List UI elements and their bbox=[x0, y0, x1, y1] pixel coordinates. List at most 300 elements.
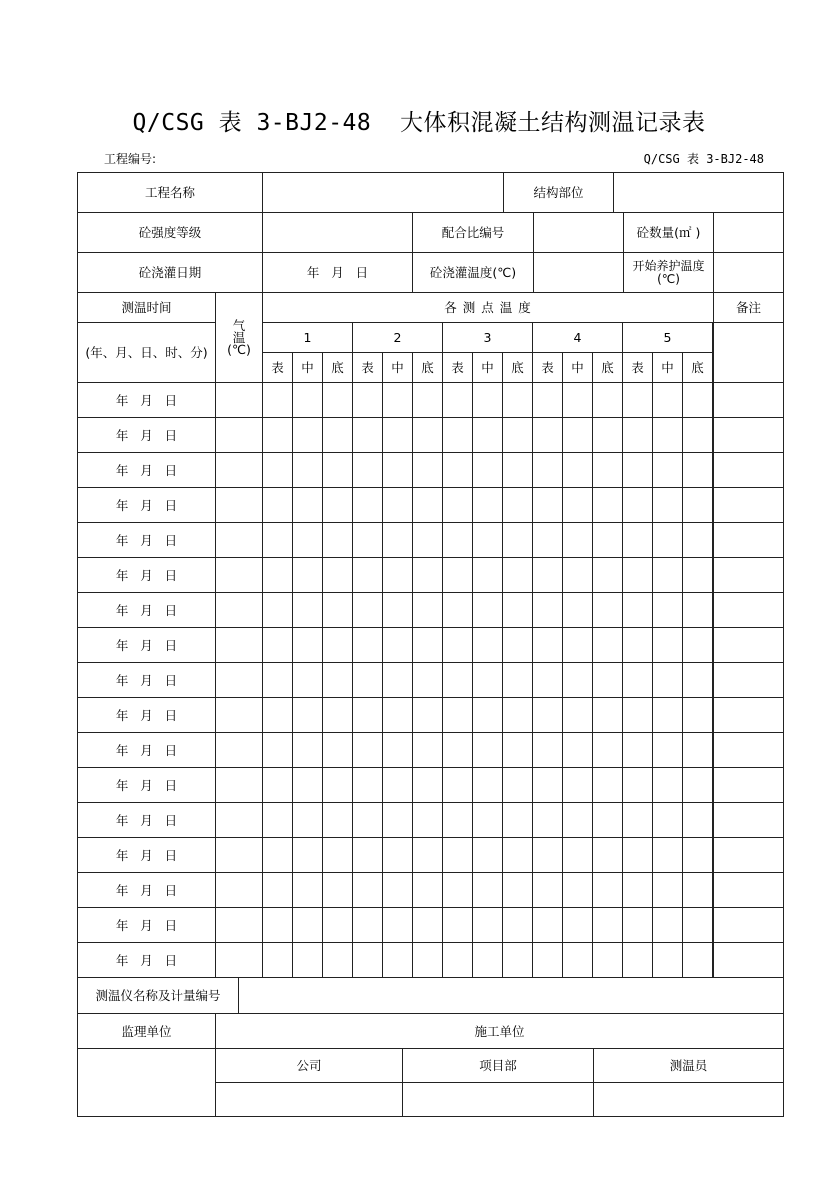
row-temp-cell[interactable] bbox=[442, 837, 473, 873]
row-temp-cell[interactable] bbox=[412, 627, 443, 663]
row-temp-cell[interactable] bbox=[562, 837, 593, 873]
row-temp-cell[interactable] bbox=[292, 872, 323, 908]
row-temp-cell[interactable] bbox=[562, 627, 593, 663]
row-date[interactable]: 年 月 日 bbox=[77, 697, 216, 733]
row-temp-cell[interactable] bbox=[682, 627, 713, 663]
row-temp-cell[interactable] bbox=[472, 487, 503, 523]
row-temp-cell[interactable] bbox=[262, 907, 293, 943]
quantity-field[interactable] bbox=[713, 212, 784, 253]
row-temp-cell[interactable] bbox=[592, 627, 623, 663]
row-temp-cell[interactable] bbox=[652, 382, 683, 418]
row-temp-cell[interactable] bbox=[352, 872, 383, 908]
row-temp-cell[interactable] bbox=[352, 417, 383, 453]
row-temp-cell[interactable] bbox=[622, 522, 653, 558]
row-remarks[interactable] bbox=[713, 767, 784, 803]
row-remarks[interactable] bbox=[713, 872, 784, 908]
row-temp-cell[interactable] bbox=[442, 557, 473, 593]
row-temp-cell[interactable] bbox=[292, 837, 323, 873]
row-temp-cell[interactable] bbox=[622, 487, 653, 523]
row-temp-cell[interactable] bbox=[382, 767, 413, 803]
row-temp-cell[interactable] bbox=[472, 697, 503, 733]
row-temp-cell[interactable] bbox=[562, 662, 593, 698]
row-temp-cell[interactable] bbox=[652, 417, 683, 453]
row-temp-cell[interactable] bbox=[352, 942, 383, 978]
row-air-temp[interactable] bbox=[215, 557, 263, 593]
row-temp-cell[interactable] bbox=[592, 417, 623, 453]
row-date[interactable]: 年 月 日 bbox=[77, 592, 216, 628]
row-temp-cell[interactable] bbox=[442, 522, 473, 558]
row-temp-cell[interactable] bbox=[412, 557, 443, 593]
row-temp-cell[interactable] bbox=[472, 557, 503, 593]
row-temp-cell[interactable] bbox=[652, 872, 683, 908]
row-temp-cell[interactable] bbox=[442, 697, 473, 733]
row-temp-cell[interactable] bbox=[352, 767, 383, 803]
row-temp-cell[interactable] bbox=[472, 592, 503, 628]
row-temp-cell[interactable] bbox=[562, 907, 593, 943]
row-temp-cell[interactable] bbox=[472, 837, 503, 873]
row-temp-cell[interactable] bbox=[382, 732, 413, 768]
row-air-temp[interactable] bbox=[215, 627, 263, 663]
mix-no-field[interactable] bbox=[533, 212, 624, 253]
row-temp-cell[interactable] bbox=[412, 802, 443, 838]
row-temp-cell[interactable] bbox=[262, 837, 293, 873]
row-date[interactable]: 年 月 日 bbox=[77, 382, 216, 418]
row-temp-cell[interactable] bbox=[292, 942, 323, 978]
row-temp-cell[interactable] bbox=[442, 732, 473, 768]
row-temp-cell[interactable] bbox=[352, 697, 383, 733]
row-temp-cell[interactable] bbox=[322, 767, 353, 803]
row-temp-cell[interactable] bbox=[292, 382, 323, 418]
row-temp-cell[interactable] bbox=[502, 417, 533, 453]
row-temp-cell[interactable] bbox=[622, 592, 653, 628]
pour-date-field[interactable]: 年 月 日 bbox=[262, 252, 413, 293]
row-temp-cell[interactable] bbox=[382, 697, 413, 733]
row-temp-cell[interactable] bbox=[472, 382, 503, 418]
row-remarks[interactable] bbox=[713, 487, 784, 523]
row-temp-cell[interactable] bbox=[682, 732, 713, 768]
supervisor-sign-field[interactable] bbox=[77, 1048, 216, 1117]
row-temp-cell[interactable] bbox=[442, 907, 473, 943]
row-temp-cell[interactable] bbox=[292, 417, 323, 453]
row-temp-cell[interactable] bbox=[622, 872, 653, 908]
row-temp-cell[interactable] bbox=[622, 452, 653, 488]
row-air-temp[interactable] bbox=[215, 907, 263, 943]
row-temp-cell[interactable] bbox=[682, 487, 713, 523]
row-temp-cell[interactable] bbox=[352, 802, 383, 838]
row-temp-cell[interactable] bbox=[292, 627, 323, 663]
row-temp-cell[interactable] bbox=[352, 662, 383, 698]
project-name-field[interactable] bbox=[262, 172, 504, 213]
row-remarks[interactable] bbox=[713, 382, 784, 418]
row-temp-cell[interactable] bbox=[532, 697, 563, 733]
row-temp-cell[interactable] bbox=[322, 557, 353, 593]
row-temp-cell[interactable] bbox=[652, 557, 683, 593]
row-temp-cell[interactable] bbox=[292, 557, 323, 593]
row-remarks[interactable] bbox=[713, 697, 784, 733]
row-temp-cell[interactable] bbox=[532, 382, 563, 418]
row-temp-cell[interactable] bbox=[592, 872, 623, 908]
row-temp-cell[interactable] bbox=[622, 382, 653, 418]
row-temp-cell[interactable] bbox=[502, 907, 533, 943]
row-temp-cell[interactable] bbox=[382, 942, 413, 978]
row-temp-cell[interactable] bbox=[412, 522, 443, 558]
row-temp-cell[interactable] bbox=[442, 872, 473, 908]
row-temp-cell[interactable] bbox=[592, 837, 623, 873]
row-date[interactable]: 年 月 日 bbox=[77, 942, 216, 978]
row-temp-cell[interactable] bbox=[262, 662, 293, 698]
row-temp-cell[interactable] bbox=[382, 662, 413, 698]
row-air-temp[interactable] bbox=[215, 382, 263, 418]
row-temp-cell[interactable] bbox=[502, 837, 533, 873]
row-temp-cell[interactable] bbox=[532, 837, 563, 873]
row-temp-cell[interactable] bbox=[262, 697, 293, 733]
row-temp-cell[interactable] bbox=[652, 697, 683, 733]
row-air-temp[interactable] bbox=[215, 417, 263, 453]
row-temp-cell[interactable] bbox=[502, 802, 533, 838]
row-temp-cell[interactable] bbox=[412, 907, 443, 943]
row-date[interactable]: 年 月 日 bbox=[77, 417, 216, 453]
row-temp-cell[interactable] bbox=[562, 522, 593, 558]
row-temp-cell[interactable] bbox=[622, 767, 653, 803]
row-temp-cell[interactable] bbox=[562, 382, 593, 418]
row-temp-cell[interactable] bbox=[652, 452, 683, 488]
row-temp-cell[interactable] bbox=[262, 557, 293, 593]
row-remarks[interactable] bbox=[713, 592, 784, 628]
row-temp-cell[interactable] bbox=[262, 942, 293, 978]
row-temp-cell[interactable] bbox=[292, 732, 323, 768]
row-temp-cell[interactable] bbox=[682, 837, 713, 873]
row-temp-cell[interactable] bbox=[472, 417, 503, 453]
row-temp-cell[interactable] bbox=[412, 382, 443, 418]
row-temp-cell[interactable] bbox=[382, 452, 413, 488]
row-temp-cell[interactable] bbox=[382, 592, 413, 628]
row-remarks[interactable] bbox=[713, 732, 784, 768]
row-temp-cell[interactable] bbox=[682, 872, 713, 908]
row-temp-cell[interactable] bbox=[292, 452, 323, 488]
row-temp-cell[interactable] bbox=[562, 452, 593, 488]
row-remarks[interactable] bbox=[713, 907, 784, 943]
row-temp-cell[interactable] bbox=[322, 802, 353, 838]
row-temp-cell[interactable] bbox=[322, 907, 353, 943]
row-temp-cell[interactable] bbox=[382, 907, 413, 943]
row-temp-cell[interactable] bbox=[262, 872, 293, 908]
row-temp-cell[interactable] bbox=[412, 697, 443, 733]
row-temp-cell[interactable] bbox=[592, 487, 623, 523]
row-temp-cell[interactable] bbox=[592, 452, 623, 488]
row-temp-cell[interactable] bbox=[322, 627, 353, 663]
row-temp-cell[interactable] bbox=[262, 732, 293, 768]
row-date[interactable]: 年 月 日 bbox=[77, 452, 216, 488]
row-air-temp[interactable] bbox=[215, 942, 263, 978]
row-temp-cell[interactable] bbox=[472, 767, 503, 803]
row-temp-cell[interactable] bbox=[472, 907, 503, 943]
row-temp-cell[interactable] bbox=[532, 767, 563, 803]
row-temp-cell[interactable] bbox=[412, 942, 443, 978]
row-temp-cell[interactable] bbox=[442, 382, 473, 418]
row-date[interactable]: 年 月 日 bbox=[77, 837, 216, 873]
row-temp-cell[interactable] bbox=[472, 627, 503, 663]
row-temp-cell[interactable] bbox=[562, 417, 593, 453]
row-temp-cell[interactable] bbox=[502, 732, 533, 768]
row-temp-cell[interactable] bbox=[412, 767, 443, 803]
row-temp-cell[interactable] bbox=[322, 662, 353, 698]
row-air-temp[interactable] bbox=[215, 767, 263, 803]
row-temp-cell[interactable] bbox=[682, 382, 713, 418]
row-temp-cell[interactable] bbox=[262, 417, 293, 453]
row-remarks[interactable] bbox=[713, 417, 784, 453]
row-temp-cell[interactable] bbox=[532, 522, 563, 558]
row-temp-cell[interactable] bbox=[352, 382, 383, 418]
row-temp-cell[interactable] bbox=[472, 942, 503, 978]
row-temp-cell[interactable] bbox=[622, 557, 653, 593]
row-temp-cell[interactable] bbox=[592, 592, 623, 628]
row-temp-cell[interactable] bbox=[682, 417, 713, 453]
row-temp-cell[interactable] bbox=[472, 802, 503, 838]
row-temp-cell[interactable] bbox=[442, 487, 473, 523]
row-temp-cell[interactable] bbox=[292, 697, 323, 733]
row-temp-cell[interactable] bbox=[382, 872, 413, 908]
row-temp-cell[interactable] bbox=[622, 662, 653, 698]
row-temp-cell[interactable] bbox=[322, 942, 353, 978]
row-temp-cell[interactable] bbox=[532, 417, 563, 453]
row-temp-cell[interactable] bbox=[352, 452, 383, 488]
row-temp-cell[interactable] bbox=[532, 732, 563, 768]
row-temp-cell[interactable] bbox=[532, 872, 563, 908]
row-temp-cell[interactable] bbox=[652, 767, 683, 803]
row-temp-cell[interactable] bbox=[652, 942, 683, 978]
row-temp-cell[interactable] bbox=[382, 802, 413, 838]
row-remarks[interactable] bbox=[713, 837, 784, 873]
row-temp-cell[interactable] bbox=[442, 417, 473, 453]
row-temp-cell[interactable] bbox=[322, 452, 353, 488]
row-temp-cell[interactable] bbox=[652, 662, 683, 698]
row-temp-cell[interactable] bbox=[382, 627, 413, 663]
row-date[interactable]: 年 月 日 bbox=[77, 662, 216, 698]
row-temp-cell[interactable] bbox=[292, 522, 323, 558]
row-temp-cell[interactable] bbox=[442, 627, 473, 663]
row-temp-cell[interactable] bbox=[502, 662, 533, 698]
row-date[interactable]: 年 月 日 bbox=[77, 627, 216, 663]
row-temp-cell[interactable] bbox=[592, 907, 623, 943]
row-air-temp[interactable] bbox=[215, 732, 263, 768]
row-temp-cell[interactable] bbox=[592, 522, 623, 558]
row-remarks[interactable] bbox=[713, 802, 784, 838]
row-remarks[interactable] bbox=[713, 627, 784, 663]
row-temp-cell[interactable] bbox=[622, 837, 653, 873]
row-temp-cell[interactable] bbox=[382, 557, 413, 593]
row-air-temp[interactable] bbox=[215, 697, 263, 733]
row-date[interactable]: 年 月 日 bbox=[77, 767, 216, 803]
row-temp-cell[interactable] bbox=[622, 417, 653, 453]
row-temp-cell[interactable] bbox=[562, 872, 593, 908]
row-temp-cell[interactable] bbox=[682, 907, 713, 943]
row-temp-cell[interactable] bbox=[652, 487, 683, 523]
row-temp-cell[interactable] bbox=[502, 872, 533, 908]
row-date[interactable]: 年 月 日 bbox=[77, 872, 216, 908]
row-temp-cell[interactable] bbox=[502, 627, 533, 663]
row-temp-cell[interactable] bbox=[652, 907, 683, 943]
row-temp-cell[interactable] bbox=[622, 627, 653, 663]
row-temp-cell[interactable] bbox=[562, 557, 593, 593]
row-air-temp[interactable] bbox=[215, 837, 263, 873]
row-air-temp[interactable] bbox=[215, 487, 263, 523]
row-temp-cell[interactable] bbox=[352, 907, 383, 943]
row-temp-cell[interactable] bbox=[652, 627, 683, 663]
row-temp-cell[interactable] bbox=[502, 697, 533, 733]
row-temp-cell[interactable] bbox=[442, 592, 473, 628]
row-date[interactable]: 年 月 日 bbox=[77, 802, 216, 838]
row-temp-cell[interactable] bbox=[472, 872, 503, 908]
row-temp-cell[interactable] bbox=[412, 732, 443, 768]
row-temp-cell[interactable] bbox=[502, 487, 533, 523]
row-temp-cell[interactable] bbox=[682, 697, 713, 733]
row-temp-cell[interactable] bbox=[532, 452, 563, 488]
row-temp-cell[interactable] bbox=[352, 557, 383, 593]
row-temp-cell[interactable] bbox=[262, 452, 293, 488]
row-temp-cell[interactable] bbox=[682, 662, 713, 698]
row-temp-cell[interactable] bbox=[412, 417, 443, 453]
row-temp-cell[interactable] bbox=[352, 592, 383, 628]
row-temp-cell[interactable] bbox=[322, 697, 353, 733]
row-temp-cell[interactable] bbox=[532, 662, 563, 698]
row-date[interactable]: 年 月 日 bbox=[77, 732, 216, 768]
row-temp-cell[interactable] bbox=[592, 732, 623, 768]
row-air-temp[interactable] bbox=[215, 662, 263, 698]
row-temp-cell[interactable] bbox=[352, 837, 383, 873]
row-temp-cell[interactable] bbox=[682, 557, 713, 593]
row-temp-cell[interactable] bbox=[322, 837, 353, 873]
row-temp-cell[interactable] bbox=[502, 382, 533, 418]
strength-grade-field[interactable] bbox=[262, 212, 413, 253]
row-temp-cell[interactable] bbox=[532, 557, 563, 593]
row-temp-cell[interactable] bbox=[442, 662, 473, 698]
row-temp-cell[interactable] bbox=[562, 767, 593, 803]
row-temp-cell[interactable] bbox=[622, 802, 653, 838]
row-temp-cell[interactable] bbox=[502, 942, 533, 978]
row-temp-cell[interactable] bbox=[622, 732, 653, 768]
row-temp-cell[interactable] bbox=[322, 592, 353, 628]
row-temp-cell[interactable] bbox=[412, 872, 443, 908]
row-temp-cell[interactable] bbox=[322, 382, 353, 418]
row-temp-cell[interactable] bbox=[532, 592, 563, 628]
row-temp-cell[interactable] bbox=[442, 767, 473, 803]
row-temp-cell[interactable] bbox=[592, 662, 623, 698]
row-temp-cell[interactable] bbox=[682, 767, 713, 803]
row-temp-cell[interactable] bbox=[472, 662, 503, 698]
row-air-temp[interactable] bbox=[215, 522, 263, 558]
row-temp-cell[interactable] bbox=[592, 557, 623, 593]
row-temp-cell[interactable] bbox=[442, 452, 473, 488]
row-temp-cell[interactable] bbox=[562, 592, 593, 628]
row-temp-cell[interactable] bbox=[292, 592, 323, 628]
row-temp-cell[interactable] bbox=[682, 522, 713, 558]
row-temp-cell[interactable] bbox=[292, 487, 323, 523]
row-temp-cell[interactable] bbox=[472, 522, 503, 558]
row-remarks[interactable] bbox=[713, 942, 784, 978]
row-temp-cell[interactable] bbox=[322, 487, 353, 523]
row-remarks[interactable] bbox=[713, 662, 784, 698]
row-temp-cell[interactable] bbox=[292, 907, 323, 943]
row-temp-cell[interactable] bbox=[472, 452, 503, 488]
instrument-field[interactable] bbox=[238, 977, 784, 1014]
row-temp-cell[interactable] bbox=[262, 487, 293, 523]
row-temp-cell[interactable] bbox=[292, 767, 323, 803]
row-temp-cell[interactable] bbox=[322, 732, 353, 768]
row-temp-cell[interactable] bbox=[352, 627, 383, 663]
row-temp-cell[interactable] bbox=[382, 382, 413, 418]
row-temp-cell[interactable] bbox=[382, 417, 413, 453]
row-temp-cell[interactable] bbox=[652, 802, 683, 838]
curing-temp-field[interactable] bbox=[713, 252, 784, 293]
row-temp-cell[interactable] bbox=[502, 452, 533, 488]
row-temp-cell[interactable] bbox=[262, 627, 293, 663]
row-temp-cell[interactable] bbox=[592, 802, 623, 838]
structure-part-field[interactable] bbox=[613, 172, 784, 213]
row-temp-cell[interactable] bbox=[562, 802, 593, 838]
row-temp-cell[interactable] bbox=[322, 872, 353, 908]
row-temp-cell[interactable] bbox=[412, 837, 443, 873]
pour-temp-field[interactable] bbox=[533, 252, 624, 293]
row-temp-cell[interactable] bbox=[502, 557, 533, 593]
row-temp-cell[interactable] bbox=[652, 592, 683, 628]
row-temp-cell[interactable] bbox=[412, 592, 443, 628]
row-temp-cell[interactable] bbox=[562, 487, 593, 523]
row-temp-cell[interactable] bbox=[532, 627, 563, 663]
row-temp-cell[interactable] bbox=[622, 907, 653, 943]
row-temp-cell[interactable] bbox=[592, 382, 623, 418]
row-temp-cell[interactable] bbox=[322, 522, 353, 558]
row-temp-cell[interactable] bbox=[382, 487, 413, 523]
row-temp-cell[interactable] bbox=[352, 487, 383, 523]
row-temp-cell[interactable] bbox=[352, 522, 383, 558]
row-date[interactable]: 年 月 日 bbox=[77, 907, 216, 943]
row-date[interactable]: 年 月 日 bbox=[77, 522, 216, 558]
row-temp-cell[interactable] bbox=[562, 732, 593, 768]
row-temp-cell[interactable] bbox=[502, 522, 533, 558]
row-air-temp[interactable] bbox=[215, 872, 263, 908]
row-temp-cell[interactable] bbox=[622, 697, 653, 733]
row-temp-cell[interactable] bbox=[262, 522, 293, 558]
row-temp-cell[interactable] bbox=[592, 767, 623, 803]
row-air-temp[interactable] bbox=[215, 802, 263, 838]
row-temp-cell[interactable] bbox=[322, 417, 353, 453]
row-temp-cell[interactable] bbox=[532, 802, 563, 838]
row-temp-cell[interactable] bbox=[262, 767, 293, 803]
row-air-temp[interactable] bbox=[215, 592, 263, 628]
row-temp-cell[interactable] bbox=[502, 767, 533, 803]
row-temp-cell[interactable] bbox=[532, 907, 563, 943]
row-remarks[interactable] bbox=[713, 452, 784, 488]
row-temp-cell[interactable] bbox=[262, 382, 293, 418]
row-remarks[interactable] bbox=[713, 557, 784, 593]
row-temp-cell[interactable] bbox=[412, 452, 443, 488]
project-dept-sign-field[interactable] bbox=[402, 1082, 594, 1117]
row-temp-cell[interactable] bbox=[682, 592, 713, 628]
row-temp-cell[interactable] bbox=[562, 942, 593, 978]
row-temp-cell[interactable] bbox=[682, 942, 713, 978]
row-temp-cell[interactable] bbox=[682, 802, 713, 838]
row-temp-cell[interactable] bbox=[562, 697, 593, 733]
row-temp-cell[interactable] bbox=[652, 732, 683, 768]
row-temp-cell[interactable] bbox=[352, 732, 383, 768]
row-temp-cell[interactable] bbox=[262, 802, 293, 838]
row-date[interactable]: 年 月 日 bbox=[77, 487, 216, 523]
row-temp-cell[interactable] bbox=[382, 522, 413, 558]
row-temp-cell[interactable] bbox=[382, 837, 413, 873]
row-temp-cell[interactable] bbox=[532, 487, 563, 523]
row-temp-cell[interactable] bbox=[682, 452, 713, 488]
row-temp-cell[interactable] bbox=[412, 662, 443, 698]
